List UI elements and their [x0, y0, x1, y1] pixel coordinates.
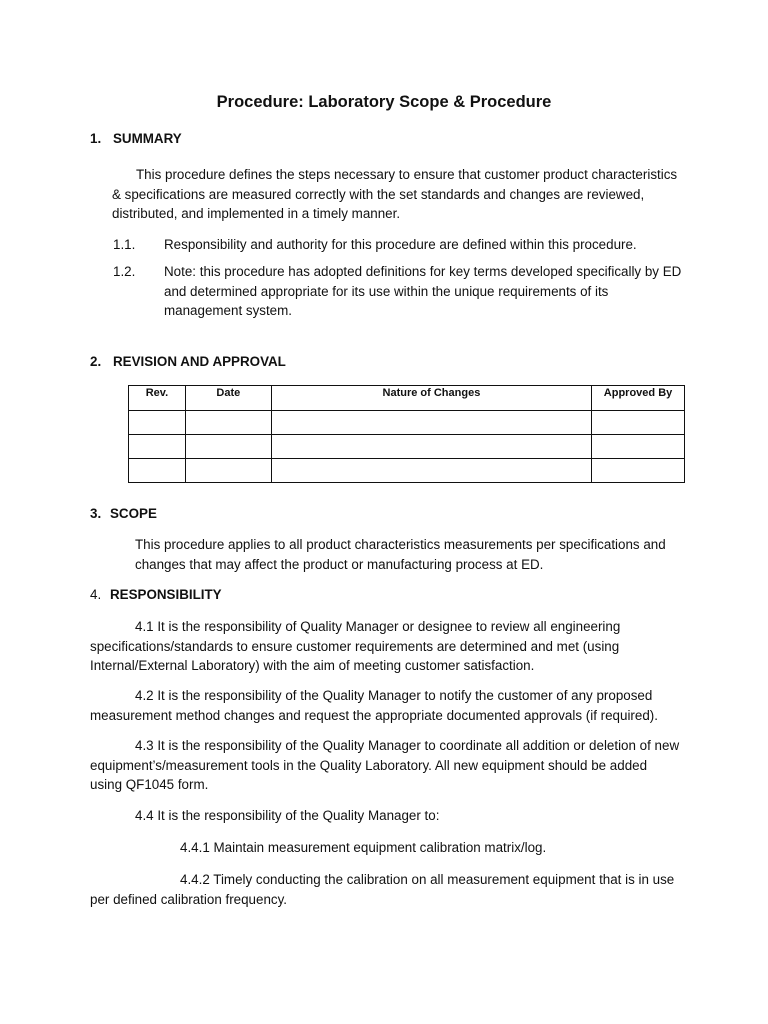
revision-table — [128, 385, 685, 483]
summary-item — [113, 262, 688, 322]
section-number: 1. — [90, 131, 102, 146]
table-cell — [271, 411, 591, 435]
responsibility-4-2: 4.2 It is the responsibility of the Quality Manager to notify the customer of any proposed measurement method changes and request the appropriate documented approvals (if required). — [90, 688, 658, 723]
table-cell — [271, 459, 591, 483]
table-cell — [129, 435, 186, 459]
summary-item — [113, 235, 688, 255]
table-row — [129, 435, 685, 459]
section-heading-summary — [90, 131, 182, 146]
table-cell — [592, 459, 685, 483]
table-cell — [185, 411, 271, 435]
table-header-row — [129, 386, 685, 411]
column-header-date: Date — [185, 386, 271, 411]
column-header-rev: Rev. — [129, 386, 186, 411]
table-cell — [185, 459, 271, 483]
section-number: 3. — [90, 506, 102, 521]
section-title: RESPONSIBILITY — [110, 587, 222, 602]
column-header-approved: Approved By — [592, 386, 685, 411]
responsibility-4-1: 4.1 It is the responsibility of Quality Manager or designee to review all engineering specifications/standards to ensure customer requirements are determined and met (using Internal/External Laboratory) with the aim of meeting customer satisfaction. — [90, 619, 621, 673]
section-title: REVISION AND APPROVAL — [113, 354, 286, 369]
item-text: Note: this procedure has adopted definitions for key terms developed specifically by ED and determined appropriate for its use within the unique requirements of its management system. — [164, 264, 682, 318]
section-heading-revision — [90, 354, 286, 369]
responsibility-4-4-1: 4.4.1 Maintain measurement equipment calibration matrix/log. — [180, 840, 547, 855]
table-row — [129, 411, 685, 435]
item-number: 1.2. — [113, 264, 136, 279]
summary-intro: This procedure defines the steps necessary to ensure that customer product characteristics & specifications are measured correctly with the set standards and changes are reviewed, distributed, and implemented in a timely manner. — [112, 167, 678, 221]
table-row — [129, 459, 685, 483]
table-cell — [592, 411, 685, 435]
section-heading-scope — [90, 506, 157, 521]
section-title: SUMMARY — [113, 131, 182, 146]
responsibility-4-4-2: 4.4.2 Timely conducting the calibration on all measurement equipment that is in use per defined calibration frequency. — [90, 872, 675, 907]
section-title: SCOPE — [110, 506, 157, 521]
table-cell — [129, 411, 186, 435]
responsibility-4-3: 4.3 It is the responsibility of the Quality Manager to coordinate all addition or deletion of new equipment’s/measurement tools in the Quality Laboratory. All new equipment should be added using QF1045 form. — [90, 738, 680, 792]
item-text: Responsibility and authority for this procedure are defined within this procedure. — [164, 237, 637, 252]
scope-text: This procedure applies to all product characteristics measurements per specifications and changes that may affect the product or manufacturing process at ED. — [135, 537, 666, 572]
section-number: 4. — [90, 587, 102, 602]
section-number: 2. — [90, 354, 102, 369]
document-title: Procedure: Laboratory Scope & Procedure — [216, 93, 552, 111]
table-cell — [129, 459, 186, 483]
section-heading-responsibility — [90, 587, 222, 602]
responsibility-4-4: 4.4 It is the responsibility of the Quality Manager to: — [135, 808, 440, 823]
table-cell — [271, 435, 591, 459]
table-cell — [185, 435, 271, 459]
table-cell — [592, 435, 685, 459]
column-header-nature: Nature of Changes — [271, 386, 591, 411]
item-number: 1.1. — [113, 237, 136, 252]
